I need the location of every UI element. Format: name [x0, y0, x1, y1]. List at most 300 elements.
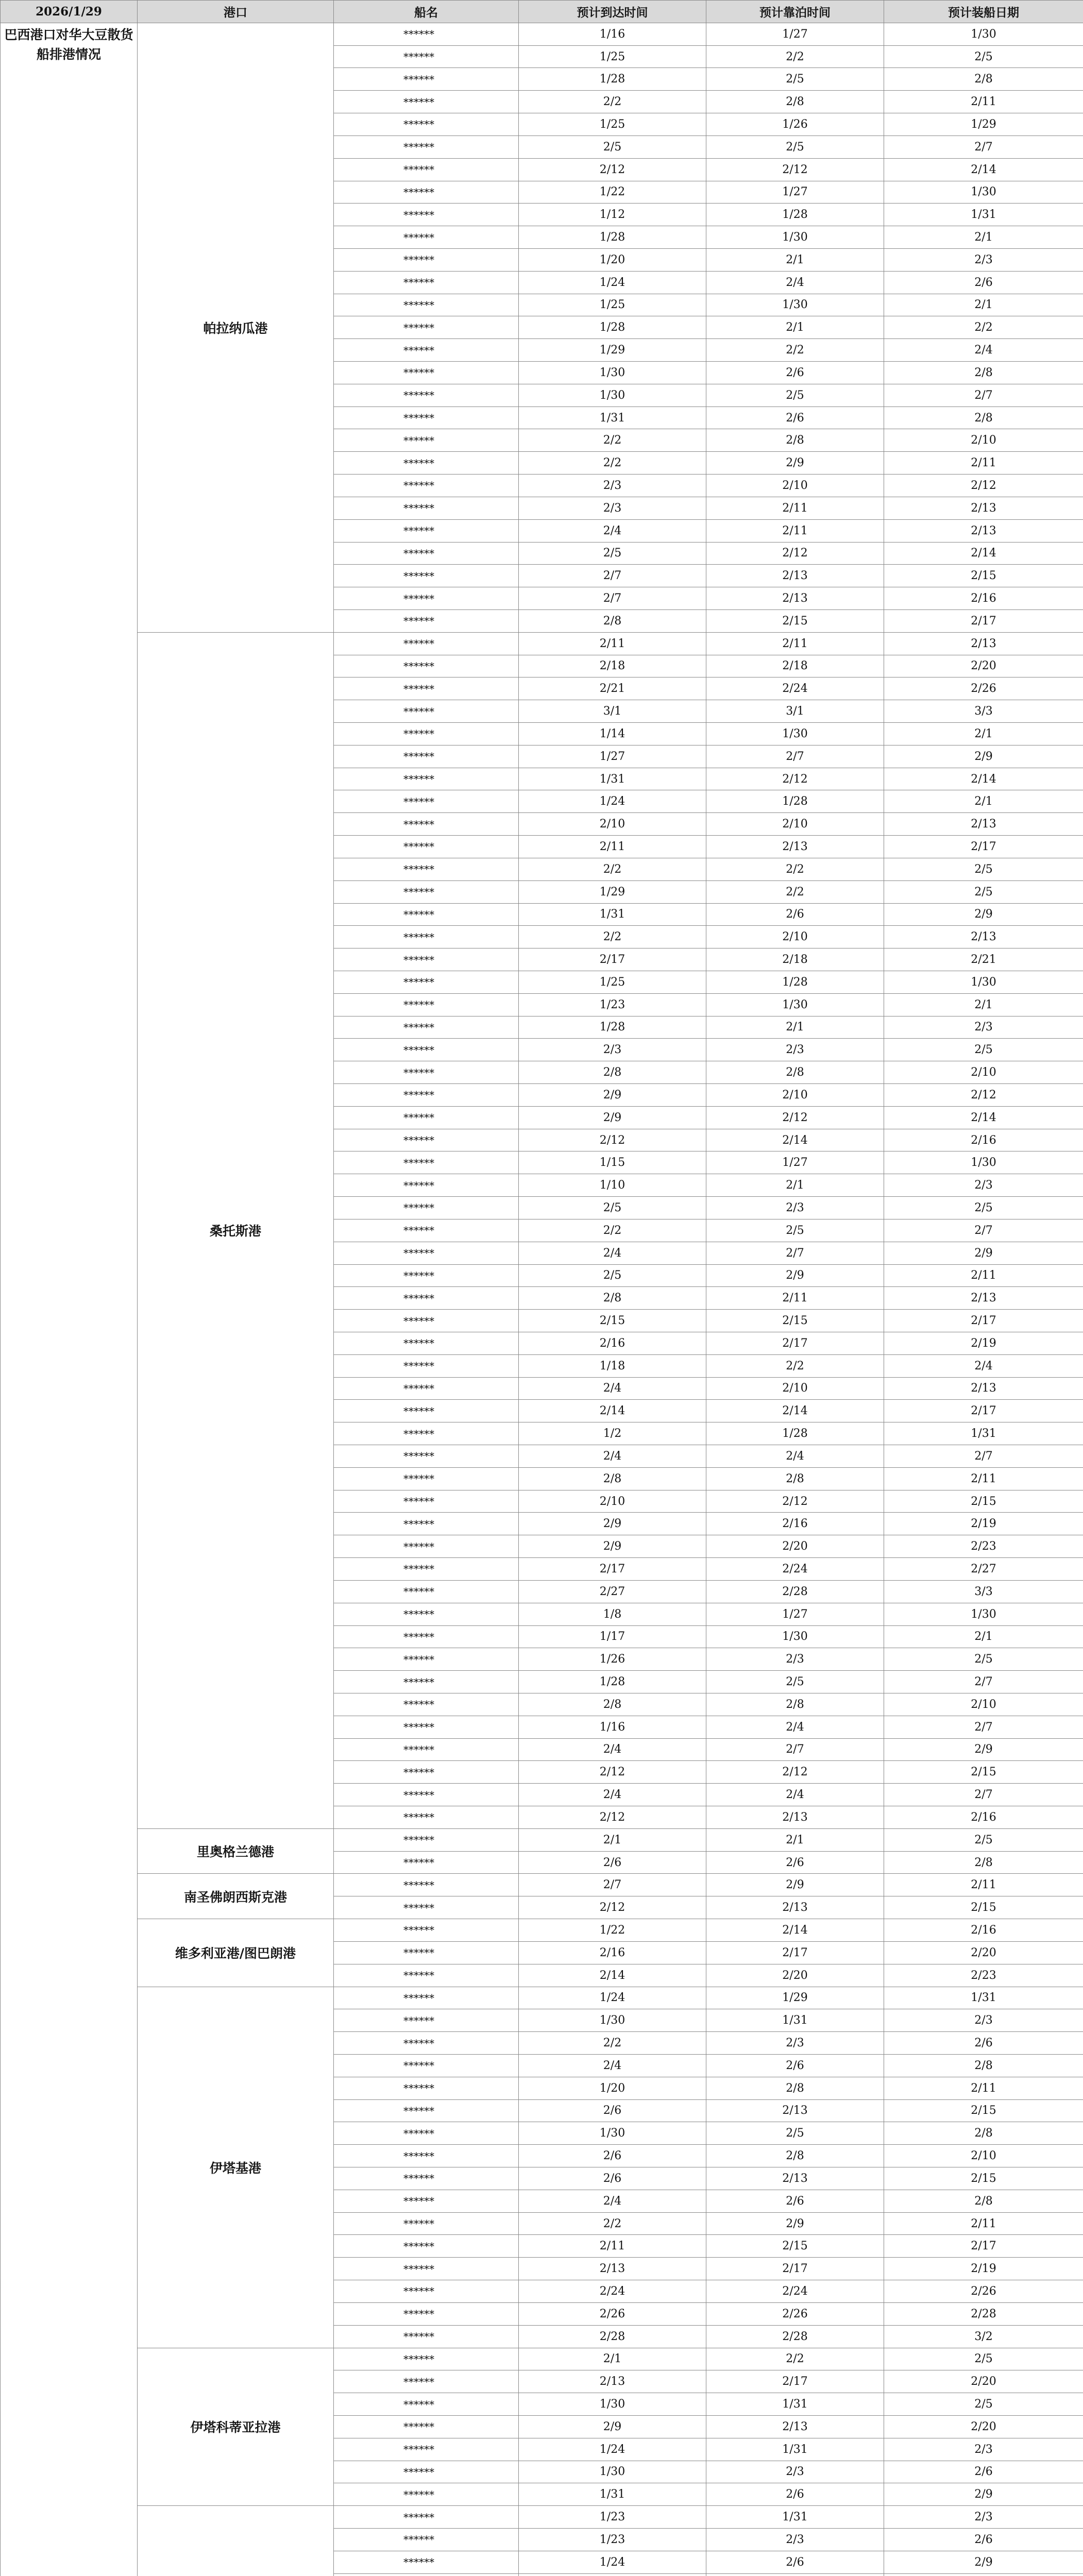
- loading-date: 2/15: [884, 1490, 1083, 1513]
- eta: 2/21: [519, 677, 706, 700]
- loading-date: 2/13: [884, 813, 1083, 836]
- berthing-date: 2/3: [706, 1197, 884, 1219]
- ship-name: ******: [334, 542, 519, 565]
- berthing-date: 2/14: [706, 1400, 884, 1422]
- eta: 2/4: [519, 1738, 706, 1761]
- ship-name: ******: [334, 1535, 519, 1558]
- berthing-date: 2/9: [706, 1264, 884, 1287]
- ship-name: ******: [334, 204, 519, 226]
- ship-name: ******: [334, 1738, 519, 1761]
- loading-date: 3/2: [884, 2325, 1083, 2348]
- eta: 2/6: [519, 2167, 706, 2190]
- header-row: [1, 1, 1083, 23]
- berthing-date: 1/31: [706, 2393, 884, 2416]
- ship-name: ******: [334, 474, 519, 497]
- ship-name: ******: [334, 1693, 519, 1716]
- berthing-date: 2/3: [706, 2032, 884, 2055]
- ship-name: ******: [334, 2190, 519, 2212]
- eta: 1/23: [519, 993, 706, 1016]
- berthing-date: 1/28: [706, 1422, 884, 1445]
- ship-name: ******: [334, 632, 519, 655]
- ship-name: ******: [334, 1016, 519, 1039]
- berthing-date: 2/12: [706, 1490, 884, 1513]
- loading-date: 2/10: [884, 1061, 1083, 1084]
- berthing-date: 3/1: [706, 700, 884, 723]
- eta: 1/15: [519, 1151, 706, 1174]
- berthing-date: 2/2: [706, 858, 884, 880]
- loading-date: 2/3: [884, 248, 1083, 271]
- berthing-date: 2/5: [706, 2122, 884, 2145]
- table-row: [1, 1919, 1083, 1942]
- berthing-date: 2/13: [706, 565, 884, 587]
- berthing-date: 2/10: [706, 1377, 884, 1400]
- table-row: [1, 1828, 1083, 1851]
- ship-name: ******: [334, 655, 519, 677]
- eta: 1/26: [519, 1648, 706, 1671]
- loading-date: 2/1: [884, 790, 1083, 813]
- table-row: [1, 1987, 1083, 2009]
- berthing-date: 2/13: [706, 1806, 884, 1829]
- berthing-date: 2/24: [706, 2280, 884, 2303]
- berthing-date: 2/12: [706, 542, 884, 565]
- loading-date: 2/3: [884, 2506, 1083, 2529]
- loading-date: 2/12: [884, 474, 1083, 497]
- berthing-date: 2/13: [706, 2099, 884, 2122]
- berthing-date: 2/13: [706, 2167, 884, 2190]
- port-name: 伊塔基港: [138, 1987, 334, 2348]
- eta: 2/16: [519, 1332, 706, 1354]
- port-name: [138, 2506, 334, 2576]
- eta: 2/2: [519, 452, 706, 474]
- loading-date: 2/11: [884, 1264, 1083, 1287]
- loading-date: 2/3: [884, 2009, 1083, 2032]
- loading-date: 2/17: [884, 836, 1083, 858]
- berthing-date: 2/1: [706, 1828, 884, 1851]
- ship-name: ******: [334, 2258, 519, 2280]
- loading-date: 1/30: [884, 1603, 1083, 1625]
- header-port: 港口: [138, 1, 334, 23]
- ship-name: ******: [334, 316, 519, 339]
- berthing-date: 2/6: [706, 2190, 884, 2212]
- eta: 2/9: [519, 2415, 706, 2438]
- loading-date: 2/3: [884, 1016, 1083, 1039]
- loading-date: 1/31: [884, 1987, 1083, 2009]
- ship-name: ******: [334, 2235, 519, 2258]
- berthing-date: 2/8: [706, 1693, 884, 1716]
- port-name: 维多利亚港/图巴朗港: [138, 1919, 334, 1987]
- loading-date: 2/14: [884, 158, 1083, 181]
- ship-name: ******: [334, 2032, 519, 2055]
- berthing-date: 2/6: [706, 2483, 884, 2506]
- eta: 1/27: [519, 745, 706, 768]
- eta: 1/28: [519, 68, 706, 91]
- berthing-date: 1/28: [706, 204, 884, 226]
- eta: 1/23: [519, 2529, 706, 2551]
- berthing-date: 2/8: [706, 2077, 884, 2099]
- berthing-date: 2/15: [706, 609, 884, 632]
- ship-name: ******: [334, 903, 519, 926]
- ship-name: ******: [334, 294, 519, 316]
- table-row: [1, 1874, 1083, 1896]
- eta: 2/2: [519, 2032, 706, 2055]
- berthing-date: 1/30: [706, 1625, 884, 1648]
- eta: 2/8: [519, 609, 706, 632]
- loading-date: 2/4: [884, 1354, 1083, 1377]
- loading-date: 2/28: [884, 2302, 1083, 2325]
- loading-date: 2/1: [884, 226, 1083, 249]
- ship-name: ******: [334, 1671, 519, 1693]
- loading-date: 2/23: [884, 1535, 1083, 1558]
- eta: 2/14: [519, 1964, 706, 1987]
- loading-date: 2/11: [884, 91, 1083, 113]
- berthing-date: 2/5: [706, 68, 884, 91]
- eta: 2/4: [519, 2190, 706, 2212]
- berthing-date: [706, 2573, 884, 2576]
- ship-name: ******: [334, 2506, 519, 2529]
- loading-date: 2/14: [884, 768, 1083, 790]
- ship-name: ******: [334, 452, 519, 474]
- berthing-date: 2/6: [706, 2054, 884, 2077]
- eta: 2/24: [519, 2280, 706, 2303]
- eta: 1/8: [519, 1603, 706, 1625]
- loading-date: 2/26: [884, 2280, 1083, 2303]
- loading-date: 2/14: [884, 542, 1083, 565]
- ship-name: ******: [334, 1941, 519, 1964]
- ship-name: ******: [334, 2438, 519, 2461]
- eta: 2/8: [519, 1061, 706, 1084]
- loading-date: 2/13: [884, 632, 1083, 655]
- eta: 1/20: [519, 2077, 706, 2099]
- eta: 1/25: [519, 45, 706, 68]
- port-name: 桑托斯港: [138, 632, 334, 1828]
- ship-name: ******: [334, 1603, 519, 1625]
- berthing-date: 2/11: [706, 1287, 884, 1310]
- ship-name: ******: [334, 768, 519, 790]
- header-eta: 预计到达时间: [519, 1, 706, 23]
- eta: 1/16: [519, 23, 706, 45]
- ship-name: ******: [334, 1264, 519, 1287]
- ship-name: ******: [334, 113, 519, 136]
- loading-date: 2/7: [884, 1716, 1083, 1738]
- eta: 2/4: [519, 1784, 706, 1806]
- loading-date: 1/30: [884, 181, 1083, 204]
- berthing-date: 2/10: [706, 813, 884, 836]
- loading-date: 2/13: [884, 519, 1083, 542]
- loading-date: 2/3: [884, 1174, 1083, 1197]
- berthing-date: 2/7: [706, 1738, 884, 1761]
- loading-date: 2/14: [884, 1106, 1083, 1129]
- loading-date: 2/17: [884, 2235, 1083, 2258]
- port-name: 帕拉纳瓜港: [138, 23, 334, 632]
- eta: 2/4: [519, 519, 706, 542]
- port-name: 南圣佛朗西斯克港: [138, 1874, 334, 1919]
- ship-name: [334, 2573, 519, 2576]
- ship-name: ******: [334, 68, 519, 91]
- port-name: 里奥格兰德港: [138, 1828, 334, 1874]
- ship-name: ******: [334, 339, 519, 362]
- eta: 2/12: [519, 1896, 706, 1919]
- eta: 2/5: [519, 135, 706, 158]
- eta: 1/24: [519, 2551, 706, 2573]
- ship-name: ******: [334, 1151, 519, 1174]
- loading-date: 1/30: [884, 1151, 1083, 1174]
- loading-date: 2/1: [884, 993, 1083, 1016]
- berthing-date: 1/29: [706, 1987, 884, 2009]
- loading-date: 2/9: [884, 745, 1083, 768]
- loading-date: 2/27: [884, 1558, 1083, 1581]
- ship-name: ******: [334, 2212, 519, 2235]
- ship-name: ******: [334, 362, 519, 384]
- ship-name: ******: [334, 677, 519, 700]
- berthing-date: 2/10: [706, 1084, 884, 1107]
- loading-date: 2/5: [884, 2348, 1083, 2370]
- berthing-date: 2/20: [706, 1964, 884, 1987]
- ship-name: ******: [334, 1919, 519, 1942]
- berthing-date: 2/8: [706, 1467, 884, 1490]
- berthing-date: 2/1: [706, 316, 884, 339]
- eta: 2/4: [519, 1377, 706, 1400]
- berthing-date: 2/4: [706, 1784, 884, 1806]
- berthing-date: 1/31: [706, 2506, 884, 2529]
- loading-date: 2/15: [884, 2167, 1083, 2190]
- berthing-date: 2/17: [706, 2258, 884, 2280]
- eta: 2/13: [519, 2258, 706, 2280]
- loading-date: 2/9: [884, 1738, 1083, 1761]
- eta: 2/6: [519, 2145, 706, 2167]
- berthing-date: 2/7: [706, 745, 884, 768]
- berthing-date: 2/9: [706, 2212, 884, 2235]
- berthing-date: 2/15: [706, 1310, 884, 1332]
- berthing-date: 2/1: [706, 1016, 884, 1039]
- eta: 1/24: [519, 1987, 706, 2009]
- ship-name: ******: [334, 1332, 519, 1354]
- berthing-date: 2/14: [706, 1129, 884, 1151]
- loading-date: 2/19: [884, 2258, 1083, 2280]
- ship-name: ******: [334, 1580, 519, 1603]
- eta: 1/30: [519, 2122, 706, 2145]
- berthing-date: 1/31: [706, 2438, 884, 2461]
- loading-date: 1/29: [884, 113, 1083, 136]
- eta: 2/2: [519, 429, 706, 452]
- eta: 1/28: [519, 226, 706, 249]
- eta: 2/17: [519, 1558, 706, 1581]
- berthing-date: 2/3: [706, 1039, 884, 1061]
- berthing-date: 1/28: [706, 790, 884, 813]
- loading-date: 2/15: [884, 2099, 1083, 2122]
- ship-name: ******: [334, 2551, 519, 2573]
- ship-name: ******: [334, 926, 519, 948]
- ship-name: ******: [334, 2009, 519, 2032]
- loading-date: 2/10: [884, 429, 1083, 452]
- loading-date: 2/8: [884, 2054, 1083, 2077]
- header-loading-date: 预计装船日期: [884, 1, 1083, 23]
- table-row: [1, 2506, 1083, 2529]
- berthing-date: 2/5: [706, 1219, 884, 1242]
- loading-date: 2/6: [884, 2032, 1083, 2055]
- ship-name: ******: [334, 2393, 519, 2416]
- ship-name: ******: [334, 1874, 519, 1896]
- eta: 2/9: [519, 1084, 706, 1107]
- ship-name: ******: [334, 2167, 519, 2190]
- ship-name: ******: [334, 2325, 519, 2348]
- eta: 1/24: [519, 790, 706, 813]
- loading-date: 2/5: [884, 1039, 1083, 1061]
- ship-name: ******: [334, 23, 519, 45]
- berthing-date: 2/9: [706, 452, 884, 474]
- ship-name: ******: [334, 226, 519, 249]
- ship-name: ******: [334, 2054, 519, 2077]
- loading-date: 2/17: [884, 1400, 1083, 1422]
- loading-date: 2/26: [884, 677, 1083, 700]
- eta: 1/24: [519, 271, 706, 294]
- berthing-date: 2/2: [706, 2348, 884, 2370]
- ship-name: ******: [334, 91, 519, 113]
- eta: 1/24: [519, 2438, 706, 2461]
- berthing-date: 2/6: [706, 362, 884, 384]
- berthing-date: 1/27: [706, 181, 884, 204]
- loading-date: 2/16: [884, 587, 1083, 610]
- eta: 2/16: [519, 1941, 706, 1964]
- berthing-date: 2/11: [706, 519, 884, 542]
- berthing-date: 2/17: [706, 1332, 884, 1354]
- eta: 1/22: [519, 181, 706, 204]
- report-title: 巴西港口对华大豆散货船排港情况: [1, 23, 138, 2576]
- eta: 2/10: [519, 1490, 706, 1513]
- ship-name: ******: [334, 1625, 519, 1648]
- eta: 2/11: [519, 632, 706, 655]
- ship-name: ******: [334, 880, 519, 903]
- eta: 2/7: [519, 1874, 706, 1896]
- eta: 2/7: [519, 565, 706, 587]
- loading-date: 2/20: [884, 2370, 1083, 2393]
- eta: 2/4: [519, 1445, 706, 1468]
- loading-date: 2/15: [884, 1896, 1083, 1919]
- berthing-date: 2/12: [706, 1106, 884, 1129]
- ship-name: ******: [334, 1061, 519, 1084]
- ship-name: ******: [334, 2122, 519, 2145]
- ship-name: ******: [334, 1716, 519, 1738]
- eta: 2/6: [519, 2099, 706, 2122]
- loading-date: 2/5: [884, 858, 1083, 880]
- ship-name: ******: [334, 406, 519, 429]
- ship-name: ******: [334, 1242, 519, 1264]
- loading-date: 2/6: [884, 271, 1083, 294]
- berthing-date: 2/2: [706, 880, 884, 903]
- loading-date: 2/5: [884, 1828, 1083, 1851]
- eta: 1/17: [519, 1625, 706, 1648]
- ship-name: ******: [334, 1467, 519, 1490]
- loading-date: 2/6: [884, 2461, 1083, 2483]
- report-date: 2026/1/29: [1, 1, 138, 23]
- ship-name: ******: [334, 1310, 519, 1332]
- ship-name: ******: [334, 1287, 519, 1310]
- loading-date: 2/5: [884, 45, 1083, 68]
- ship-name: ******: [334, 181, 519, 204]
- loading-date: 2/13: [884, 497, 1083, 519]
- loading-date: 2/20: [884, 1941, 1083, 1964]
- ship-name: ******: [334, 384, 519, 406]
- berthing-date: 1/26: [706, 113, 884, 136]
- berthing-date: 1/30: [706, 723, 884, 745]
- header-ship-name: 船名: [334, 1, 519, 23]
- berthing-date: 2/1: [706, 248, 884, 271]
- loading-date: 2/1: [884, 294, 1083, 316]
- ship-name: ******: [334, 2461, 519, 2483]
- loading-date: 2/7: [884, 384, 1083, 406]
- loading-date: 2/10: [884, 2145, 1083, 2167]
- ship-name: ******: [334, 587, 519, 610]
- berthing-date: 2/20: [706, 1535, 884, 1558]
- berthing-date: 2/12: [706, 1761, 884, 1784]
- ship-name: ******: [334, 1084, 519, 1107]
- berthing-date: 2/9: [706, 1874, 884, 1896]
- berthing-date: 2/6: [706, 2551, 884, 2573]
- ship-name: ******: [334, 1039, 519, 1061]
- berthing-date: 2/12: [706, 768, 884, 790]
- eta: 2/4: [519, 2054, 706, 2077]
- eta: 2/5: [519, 542, 706, 565]
- eta: 2/6: [519, 1851, 706, 1874]
- eta: 2/27: [519, 1580, 706, 1603]
- berthing-date: 2/4: [706, 1445, 884, 1468]
- eta: 2/1: [519, 1828, 706, 1851]
- eta: 2/15: [519, 1310, 706, 1332]
- berthing-date: 2/4: [706, 271, 884, 294]
- ship-name: ******: [334, 45, 519, 68]
- loading-date: 1/31: [884, 1422, 1083, 1445]
- ship-name: ******: [334, 2280, 519, 2303]
- eta: 2/2: [519, 91, 706, 113]
- eta: 1/14: [519, 723, 706, 745]
- eta: 2/9: [519, 1106, 706, 1129]
- loading-date: 2/1: [884, 723, 1083, 745]
- eta: [519, 2573, 706, 2576]
- loading-date: 1/30: [884, 23, 1083, 45]
- loading-date: 2/8: [884, 406, 1083, 429]
- berthing-date: 2/3: [706, 2461, 884, 2483]
- ship-name: ******: [334, 2099, 519, 2122]
- ship-name: ******: [334, 609, 519, 632]
- berthing-date: 1/27: [706, 1603, 884, 1625]
- loading-date: 2/8: [884, 2190, 1083, 2212]
- eta: 1/31: [519, 903, 706, 926]
- berthing-date: 2/8: [706, 91, 884, 113]
- ship-name: ******: [334, 1174, 519, 1197]
- berthing-date: 2/13: [706, 1896, 884, 1919]
- eta: 1/20: [519, 248, 706, 271]
- loading-date: 2/17: [884, 1310, 1083, 1332]
- ship-name: ******: [334, 1219, 519, 1242]
- ship-name: ******: [334, 813, 519, 836]
- loading-date: 2/7: [884, 1219, 1083, 1242]
- eta: 2/2: [519, 926, 706, 948]
- loading-date: 2/5: [884, 2393, 1083, 2416]
- loading-date: 2/16: [884, 1919, 1083, 1942]
- eta: 1/30: [519, 362, 706, 384]
- loading-date: [884, 2573, 1083, 2576]
- loading-date: 1/30: [884, 971, 1083, 993]
- ship-name: ******: [334, 1896, 519, 1919]
- loading-date: 3/3: [884, 700, 1083, 723]
- berthing-date: 2/3: [706, 2529, 884, 2551]
- loading-date: 2/1: [884, 1625, 1083, 1648]
- eta: 1/30: [519, 2393, 706, 2416]
- eta: 2/28: [519, 2325, 706, 2348]
- loading-date: 2/11: [884, 1874, 1083, 1896]
- berthing-date: 2/8: [706, 2145, 884, 2167]
- loading-date: 2/5: [884, 1648, 1083, 1671]
- eta: 2/8: [519, 1467, 706, 1490]
